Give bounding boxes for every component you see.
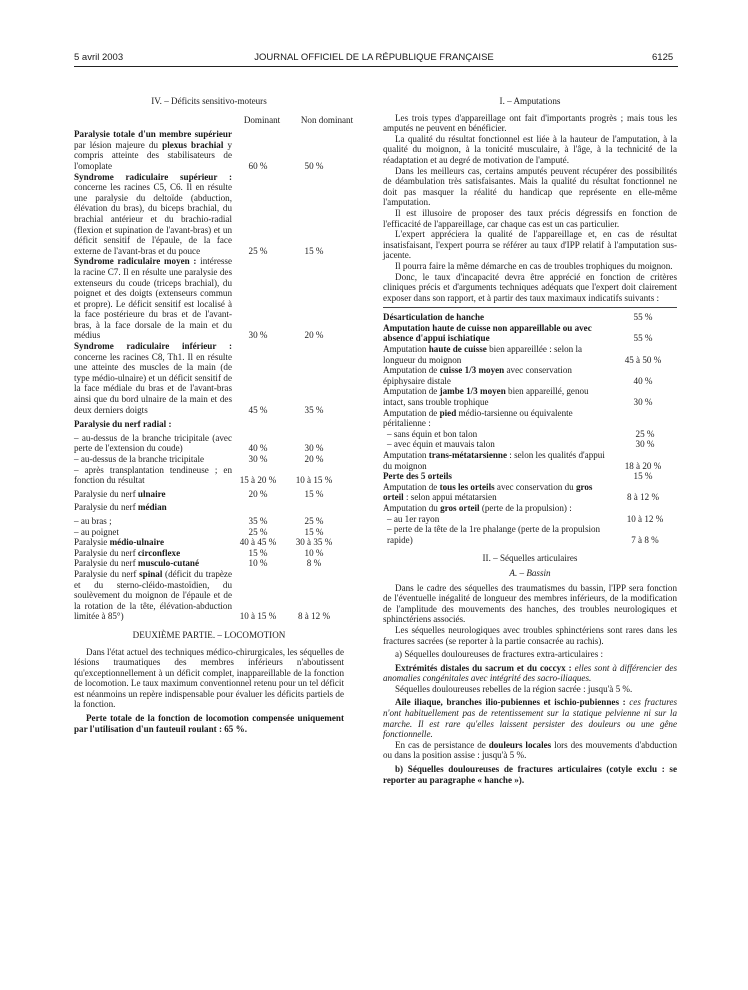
row-text: Paralysie — [74, 537, 110, 548]
row-text: – perte de la tête de la 1re phalange (perte de la propulsion rapide) — [387, 524, 601, 545]
row-text: – après transplantation tendineuse ; en fonction du résultat — [74, 464, 232, 486]
row-bold: Syndrome radiculaire moyen : — [74, 256, 197, 267]
value-non-dominant: 20 % — [304, 330, 324, 341]
table-row — [74, 516, 344, 527]
row-italic: elles sont à différencier des anomalies congénitales avec intégrité des sacro-iliaques. — [383, 662, 678, 684]
row-value: 45 à 50 % — [624, 354, 662, 365]
bassin-title: A. – Bassin — [509, 567, 551, 578]
extremites-paragraph — [383, 663, 677, 684]
table-row — [383, 524, 677, 545]
persistance-paragraph — [383, 740, 677, 761]
value-dominant: 15 % — [248, 547, 268, 558]
value-dominant: 40 % — [248, 443, 268, 454]
row-bold: Aile iliaque, branches ilio-pubiennes et ischio-pubiennes : — [395, 697, 626, 708]
value-dominant: 15 à 20 % — [239, 475, 277, 486]
value-dominant: 30 % — [248, 454, 268, 464]
row-value: 8 à 12 % — [626, 492, 660, 503]
row-bold: haute de cuisse — [428, 344, 487, 355]
col-non-dominant: Non dominant — [300, 114, 354, 125]
value-non-dominant: 10 à 15 % — [295, 475, 333, 486]
value-dominant: 10 à 15 % — [239, 611, 277, 622]
value-non-dominant: 15 % — [304, 526, 324, 537]
row-italic: ces fractures n'ont habituellement pas de retentissement sur la statique pelvienne ni sur la marche. Il est rare qu'elles laissent persister des douleurs ou une gêne fonctionnelle. — [383, 697, 677, 740]
row-text: médio-tarsienne ou équivalente péritalienne : — [383, 407, 573, 429]
table-row — [383, 429, 677, 440]
value-non-dominant: 10 % — [304, 547, 324, 558]
value-non-dominant: 35 % — [304, 404, 324, 415]
table-row — [383, 450, 677, 471]
row-bold: Paralysie totale d'un membre supérieur — [74, 129, 232, 140]
table-row — [74, 548, 344, 559]
row-bold: gros orteil — [440, 502, 480, 513]
paragraph: Il est illusoire de proposer des taux précis dégressifs en fonction de l'efficacité de l'appareillage, car chaque cas est un cas particulier. — [383, 207, 677, 229]
row-text: bien appareillée : selon la longueur du moignon — [383, 344, 583, 365]
paragraph: L'expert appréciera la qualité de l'appareillage et, en cas de résultat insatisfaisant, l'expert pourra se référer au taux d'IPP relatif à l'amputation sus-jacente. — [383, 229, 677, 261]
row-bold: jambe 1/3 moyen — [439, 386, 506, 397]
row-text: par lésion majeure du — [74, 139, 163, 150]
row-value: 55 % — [633, 312, 653, 323]
row-text: – au poignet — [74, 526, 119, 537]
paragraph: Dans les meilleurs cas, certains amputés peuvent récupérer des possibilités de déambulation très satisfaisantes. Mais la qualité du résultat fonctionnel ne doit pas masquer la réalité du handicap que représente en elle-même l'amputation. — [383, 165, 677, 208]
row-bold: pied — [439, 407, 457, 418]
part-two-paragraph: Dans l'état actuel des techniques médico-chirurgicales, les séquelles de lésions traumatiques des membres inférieurs n'aboutissent qu'exceptionnellement à un déficit complet, inappareillable de la fonction de locomotion. Le taux maximum conventionnel retenu pour un tel déficit est néanmoins un repère indispensable pour évaluer les déficits partiels de la fonction. — [74, 646, 344, 710]
table-row — [383, 439, 677, 450]
row-bold: Amputation haute de cuisse non appareillable ou avec absence d'appui ischiatique — [383, 322, 592, 344]
row-text: y compris atteinte des stabilisateurs de l'omoplate — [74, 139, 232, 171]
table-row — [74, 569, 344, 622]
row-text: avec conservation du — [494, 481, 576, 492]
row-text: Amputation de — [383, 365, 440, 376]
row-bold: tous les orteils — [439, 481, 495, 492]
row-text: : selon appui métatarsien — [403, 492, 497, 503]
value-non-dominant: 25 % — [304, 515, 324, 526]
row-value: 55 % — [633, 333, 653, 344]
row-bold: spinal — [139, 568, 163, 579]
item-b: b) Séquelles douloureuses de fractures articulaires (cotyle exclu : se reporter au paragraphe « hanche »). — [383, 764, 677, 785]
table-row — [383, 323, 677, 344]
row-text: bien appareillé, genou intact, sans trouble trophique — [383, 386, 589, 408]
row-text: intéresse la racine C7. Il en résulte une paralysie des extenseurs du coude (triceps brachial), du poignet et des doigts (extenseurs commun et propre). Le déficit sensitif est localisé à la face postérieure du bras et de l'avant-bras, à la face dorsale de la main et du médius — [74, 256, 232, 341]
row-value: 30 % — [635, 439, 655, 450]
section-title-deficits: IV. – Déficits sensitivo-moteurs — [151, 96, 267, 106]
row-text: avec conservation épiphysaire distale — [383, 365, 572, 386]
row-bold: Syndrome radiculaire inférieur : — [74, 341, 232, 352]
value-dominant: 40 à 45 % — [239, 537, 277, 548]
table-row — [383, 482, 677, 503]
value-non-dominant: 30 % — [304, 443, 324, 454]
table-row — [383, 503, 677, 514]
paragraph: La qualité du résultat fonctionnel est liée à la hauteur de l'amputation, à la qualité du moignon, à la tonicité musculaire, à l'âge, à la technicité de la réadaptation et au degré de motivation de l'amputé. — [383, 133, 677, 165]
table-row — [74, 537, 344, 548]
table-row — [74, 489, 344, 500]
value-dominant: 30 % — [248, 330, 268, 341]
value-non-dominant: 8 à 12 % — [297, 611, 331, 622]
row-text: Paralysie du nerf — [74, 568, 140, 579]
table-row — [74, 558, 344, 569]
paragraph: Dans le cadre des séquelles des traumatismes du bassin, l'IPP sera fonction de l'éventuelle inégalité de longueur des membres inférieurs, de la modification de l'amplitude des mouvements des hanches, des troubles neurologiques et sphinctériens associés. — [383, 582, 677, 625]
radial-title: Paralysie du nerf radial : — [74, 419, 172, 430]
part-two-title: DEUXIÈME PARTIE. – LOCOMOTION — [132, 629, 286, 640]
value-dominant: 20 % — [248, 488, 268, 499]
row-bold: cuisse 1/3 moyen — [439, 365, 505, 376]
paragraph: Donc, le taux d'incapacité devra être apprécié en fonction de critères cliniques précis et d'arguments techniques adéquats que l'expert doit clairement exposer dans son rapport, et à partir des taux maximaux indicatifs suivants : — [383, 271, 677, 303]
value-dominant: 60 % — [248, 160, 268, 171]
table-row — [383, 408, 677, 429]
row-value: 40 % — [633, 375, 653, 386]
row-text: (perte de la propulsion) : — [479, 502, 572, 513]
row-bold: Syndrome radiculaire supérieur : — [74, 171, 232, 182]
table-row — [383, 514, 677, 525]
value-dominant: 35 % — [248, 515, 268, 526]
row-text: Amputation de — [383, 386, 440, 397]
item-a: a) Séquelles douloureuses de fractures extra-articulaires : — [395, 649, 604, 660]
row-text: Paralysie du nerf — [74, 558, 138, 569]
row-value: 7 à 8 % — [631, 534, 659, 545]
value-non-dominant: 20 % — [304, 454, 324, 464]
divider — [383, 307, 677, 308]
row-text: – sans équin et bon talon — [387, 428, 478, 439]
row-bold: Extrémités distales du sacrum et du coccyx : — [395, 662, 572, 673]
paragraph: Les séquelles neurologiques avec troubles sphinctériens sont rares dans les fractures sacrées (se reporter à la partie consacrée au rachis). — [383, 624, 677, 646]
row-value: 25 % — [635, 428, 655, 439]
table-row — [383, 386, 677, 407]
row-bold: musculo-cutané — [137, 558, 200, 569]
row-value: 10 à 12 % — [626, 513, 664, 524]
header-rule — [74, 66, 678, 67]
table-row — [383, 471, 677, 482]
row-text: Paralysie du nerf — [74, 502, 138, 513]
col-dominant: Dominant — [243, 114, 281, 125]
value-dominant: 10 % — [248, 558, 268, 569]
row-text: Amputation de — [383, 407, 440, 418]
row-value: 30 % — [633, 397, 653, 408]
header-date: 5 avril 2003 — [74, 52, 124, 63]
amputations-title: I. – Amputations — [499, 96, 561, 106]
row-text: En cas de persistance de — [395, 739, 489, 750]
table-row — [74, 341, 344, 415]
row-bold: ulnaire — [137, 488, 166, 499]
paragraph: Séquelles douloureuses rebelles de la région sacrée : jusqu'à 5 %. — [395, 683, 633, 694]
row-text: (déficit du trapèze et du sterno-cléido-mastoïdien, du soulèvement du moignon de l'épaule et de la rotation de la tête, élévation-abduction limitée à 85°) — [74, 568, 233, 622]
table-row — [383, 344, 677, 365]
table-row — [383, 312, 677, 323]
row-bold: Perte des 5 orteils — [383, 471, 452, 482]
paragraph: Les trois types d'appareillage ont fait d'importants progrès ; mais tous les amputés ne peuvent en bénéficier. — [383, 112, 677, 134]
row-bold: Désarticulation de hanche — [383, 312, 485, 323]
header-page-number: 6125 — [652, 52, 674, 63]
row-bold: médio-ulnaire — [109, 537, 165, 548]
value-non-dominant: 15 % — [304, 245, 324, 256]
row-text: lors des mouvements d'abduction ou dans la position assise : jusqu'à 5 %. — [383, 739, 677, 761]
table-row — [74, 172, 344, 257]
value-dominant: 25 % — [248, 245, 268, 256]
value-dominant: 25 % — [248, 526, 268, 537]
table-row — [74, 256, 344, 341]
value-dominant: 45 % — [248, 404, 268, 415]
row-text: Amputation du — [383, 502, 441, 513]
row-text: – avec équin et mauvais talon — [387, 439, 495, 450]
row-bold: plexus brachial — [162, 139, 224, 150]
row-bold: médian — [137, 502, 167, 513]
row-text: Paralysie du nerf — [74, 488, 138, 499]
table-row — [74, 465, 344, 486]
row-text: Amputation de — [383, 481, 440, 492]
row-text: – au-dessus de la branche tricipitale (avec perte de l'extension du coude) — [74, 432, 232, 454]
row-bold: gros orteil — [383, 481, 593, 503]
table-row — [383, 365, 677, 386]
table-row — [74, 129, 344, 171]
table-row — [74, 527, 344, 538]
table-row — [74, 433, 344, 454]
row-bold: circonflexe — [137, 547, 181, 558]
table-row — [74, 454, 344, 465]
table-column-headers — [74, 114, 354, 126]
row-text: : selon les qualités d'appui du moignon — [383, 450, 605, 471]
sequelles-title: II. – Séquelles articulaires — [482, 553, 578, 564]
row-text: – au bras ; — [74, 515, 112, 526]
right-column — [383, 96, 677, 785]
value-non-dominant: 30 à 35 % — [295, 537, 333, 548]
row-text: Amputation — [383, 450, 429, 460]
value-non-dominant: 8 % — [306, 558, 322, 569]
median-title — [74, 502, 344, 513]
row-text: – au-dessus de la branche tricipitale — [74, 454, 205, 464]
value-non-dominant: 50 % — [304, 160, 324, 171]
row-value: 18 à 20 % — [624, 460, 662, 471]
part-two-bold-statement: Perte totale de la fonction de locomotion compensée uniquement par l'utilisation d'un fauteuil roulant : 65 %. — [74, 713, 344, 734]
aile-paragraph — [383, 697, 677, 739]
row-text: – au 1er rayon — [387, 513, 440, 524]
row-bold: douleurs locales — [488, 739, 552, 750]
header-journal: JOURNAL OFFICIEL DE LA RÉPUBLIQUE FRANÇAISE — [254, 52, 494, 63]
value-non-dominant: 15 % — [304, 488, 324, 499]
row-bold: trans-métatarsienne — [428, 450, 508, 460]
paragraph: Il pourra faire la même démarche en cas de troubles trophiques du moignon. — [395, 260, 673, 271]
left-column — [74, 96, 354, 734]
row-value: 15 % — [633, 471, 653, 482]
row-text: Amputation — [383, 344, 429, 355]
row-text: Paralysie du nerf — [74, 547, 138, 558]
row-text: concerne les racines C5, C6. Il en résulte une paralysie du deltoïde (abduction, élévation du bras), du biceps brachial, du brachial antérieur et du brachio-radial (flexion et supination de l'avant-bras) et un déficit sensitif de l'épaule, de la face externe de l'avant-bras et du pouce — [74, 182, 232, 256]
row-text: concerne les racines C8, Th1. Il en résulte une atteinte des muscles de la main (de type médio-ulnaire) et un déficit sensitif de la face médiale du bras et de l'avant-bras ainsi que du bord ulnaire de la main et des deux derniers doigts — [74, 351, 232, 415]
